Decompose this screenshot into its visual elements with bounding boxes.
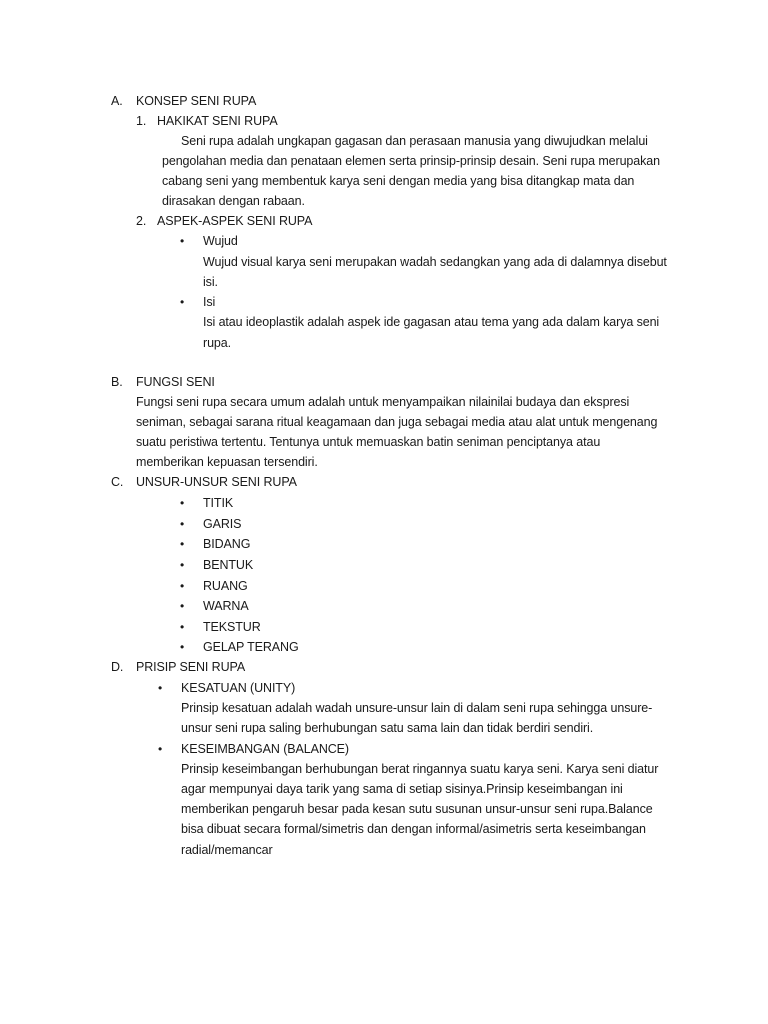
list-item: GARIS — [203, 517, 242, 531]
section-b-title: FUNGSI SENI — [136, 375, 215, 389]
paragraph-line: memberikan pengaruh besar pada kesan sutu susunan unsur-unsur seni rupa.Balance — [181, 802, 653, 816]
bullet-icon: • — [180, 234, 185, 248]
paragraph-line: rupa. — [203, 336, 231, 350]
section-b-marker: B. — [111, 375, 123, 389]
section-d-title: PRISIP SENI RUPA — [136, 660, 246, 674]
list-item: TEKSTUR — [203, 620, 261, 634]
paragraph-line: Fungsi seni rupa secara umum adalah untuk menyampaikan nilainilai budaya dan ekspresi — [136, 395, 630, 409]
subsection-1-marker: 1. — [136, 114, 147, 128]
paragraph-line: isi. — [203, 275, 218, 289]
section-c-title: UNSUR-UNSUR SENI RUPA — [136, 475, 297, 489]
bullet-icon: • — [180, 496, 185, 510]
list-item: BIDANG — [203, 537, 251, 551]
paragraph-line: cabang seni yang membentuk karya seni dengan media yang bisa ditangkap mata dan — [162, 174, 635, 188]
subsection-2-marker: 2. — [136, 214, 147, 228]
paragraph-line: suatu peristiwa tertentu. Tentunya untuk memuaskan batin seniman penciptanya atau — [136, 435, 601, 449]
paragraph-line: memberikan kepuasan tersendiri. — [136, 455, 318, 469]
section-c-marker: C. — [111, 475, 124, 489]
paragraph-line: unsur seni rupa saling berhubungan satu sama lain dan tidak berdiri sendiri. — [181, 721, 594, 735]
list-item: WARNA — [203, 599, 249, 613]
bullet-icon: • — [180, 640, 185, 654]
bullet-icon: • — [180, 537, 185, 551]
list-item-label: KESATUAN (UNITY) — [181, 681, 296, 695]
bullet-icon: • — [158, 742, 163, 756]
bullet-icon: • — [180, 579, 185, 593]
bullet-icon: • — [158, 681, 163, 695]
paragraph-line: Seni rupa adalah ungkapan gagasan dan perasaan manusia yang diwujudkan melalui — [181, 134, 648, 148]
section-a-title: KONSEP SENI RUPA — [136, 94, 257, 108]
list-item-label: Isi — [203, 295, 216, 309]
list-item: GELAP TERANG — [203, 640, 299, 654]
subsection-1-title: HAKIKAT SENI RUPA — [157, 114, 278, 128]
paragraph-line: Prinsip keseimbangan berhubungan berat ringannya suatu karya seni. Karya seni diatur — [181, 762, 659, 776]
bullet-icon: • — [180, 620, 185, 634]
bullet-icon: • — [180, 599, 185, 613]
paragraph-line: seniman, sebagai sarana ritual keagamaan dan juga sebagai media atau alat untuk mengenang — [136, 415, 658, 429]
paragraph-line: radial/memancar — [181, 843, 273, 857]
paragraph-line: pengolahan media dan penataan elemen serta prinsip-prinsip desain. Seni rupa merupakan — [162, 154, 660, 168]
section-a-marker: A. — [111, 94, 123, 108]
paragraph-line: bisa dibuat secara formal/simetris dan dengan informal/asimetris serta keseimbangan — [181, 822, 646, 836]
paragraph-line: Wujud visual karya seni merupakan wadah sedangkan yang ada di dalamnya disebut — [203, 255, 667, 269]
list-item: TITIK — [203, 496, 234, 510]
section-d-marker: D. — [111, 660, 124, 674]
list-item: BENTUK — [203, 558, 254, 572]
paragraph-line: dirasakan dengan rabaan. — [162, 194, 305, 208]
paragraph-line: Prinsip kesatuan adalah wadah unsure-unsur lain di dalam seni rupa sehingga unsure- — [181, 701, 653, 715]
list-item-label: Wujud — [203, 234, 238, 248]
subsection-2-title: ASPEK-ASPEK SENI RUPA — [157, 214, 313, 228]
bullet-icon: • — [180, 558, 185, 572]
list-item: RUANG — [203, 579, 248, 593]
list-item-label: KESEIMBANGAN (BALANCE) — [181, 742, 349, 756]
bullet-icon: • — [180, 295, 185, 309]
paragraph-line: agar mempunyai daya tarik yang sama di setiap sisinya.Prinsip keseimbangan ini — [181, 782, 623, 796]
paragraph-line: Isi atau ideoplastik adalah aspek ide gagasan atau tema yang ada dalam karya seni — [203, 315, 660, 329]
bullet-icon: • — [180, 517, 185, 531]
